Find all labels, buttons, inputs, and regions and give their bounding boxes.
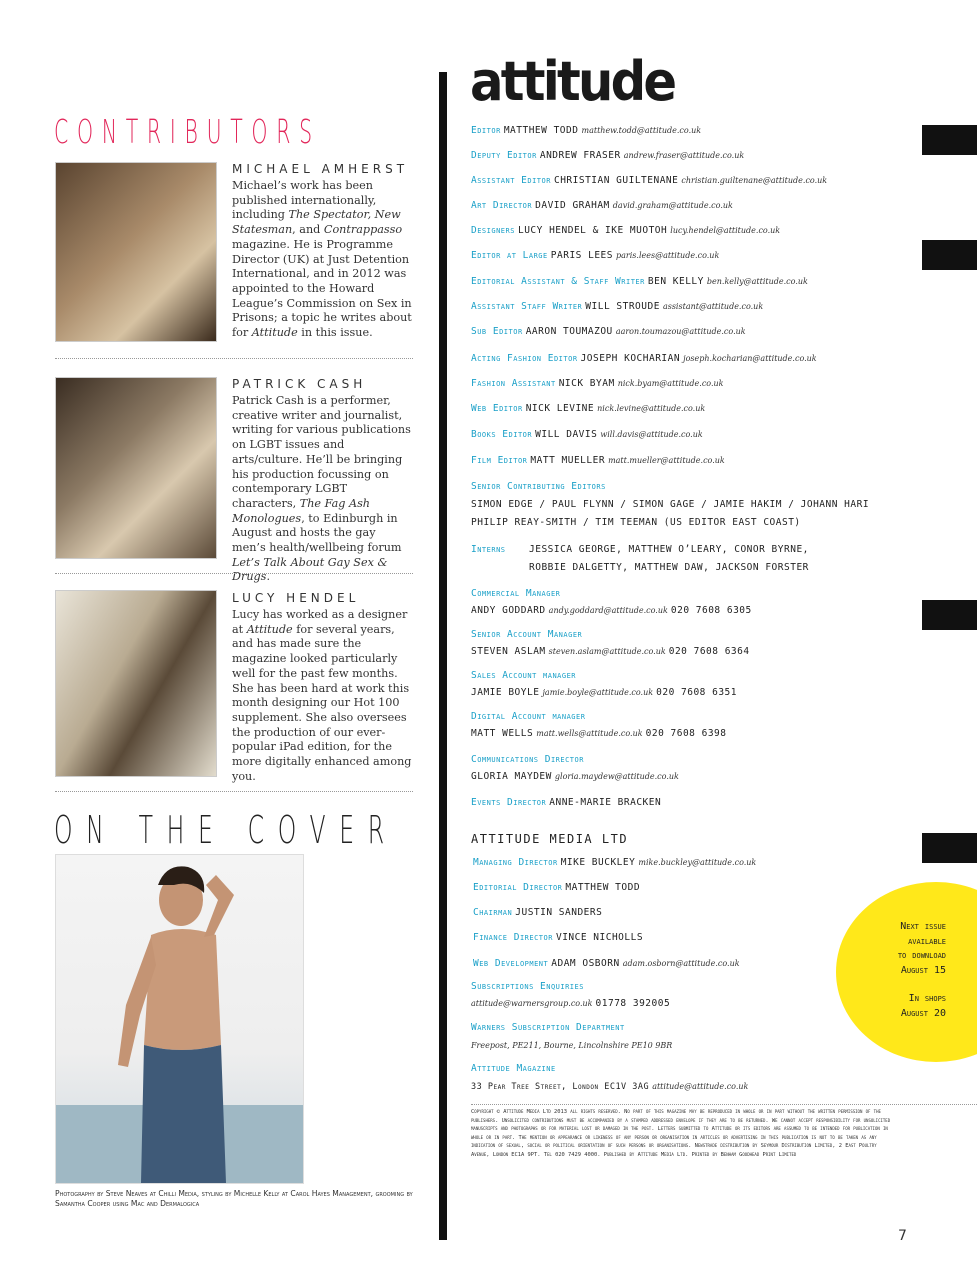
contributor-name: PATRICK CASH xyxy=(232,377,367,391)
masthead-entry xyxy=(471,224,780,237)
role-label: Commercial Manager xyxy=(471,588,561,599)
contributor-bio: Patrick Cash is a performer, creative writer and journalist, writing for various publications on LGBT issues and arts/culture. He’ll be bringing his production focussing on contemporary LGBT characters, The Fag Ash Monologues, to Edinburgh in August and hosts the gay men’s health/wellbeing forum Let’s Talk About Gay Sex & Drugs. xyxy=(232,394,411,584)
masthead-entry xyxy=(471,325,746,338)
person-name: GLORIA MAYDEW xyxy=(471,771,552,782)
person-name: STEVEN ASLAM xyxy=(471,646,546,657)
column-divider-bar xyxy=(439,72,447,1240)
email-address: paris.lees@attitude.co.uk xyxy=(616,251,720,260)
warners-address: Freepost, PE211, Bourne, Lincolnshire PE10 9BR xyxy=(471,1041,673,1050)
role-label: Acting Fashion Editor xyxy=(471,353,578,364)
next-issue-text: Next issue available to download August 15 In shops August 20 xyxy=(897,921,946,1019)
edge-tab xyxy=(922,600,977,630)
person-name: DAVID GRAHAM xyxy=(535,200,610,211)
person-name: NICK LEVINE xyxy=(525,403,595,414)
email-address: matt.mueller@attitude.co.uk xyxy=(608,456,725,465)
person-name: ADAM OSBORN xyxy=(551,958,620,969)
email-address: matt.wells@attitude.co.uk xyxy=(536,729,643,738)
email-address: aaron.toumazou@attitude.co.uk xyxy=(615,327,746,336)
email-address: christian.guiltenane@attitude.co.uk xyxy=(681,176,828,185)
person-name: BEN KELLY xyxy=(647,276,704,287)
legal-notice: Copyright © Attitude Media Ltd 2013 all rights reserved. No part of this magazine may be reproduced in whole or in part without the written permission of the publishers. Unsolicited contributions must be accompanied by a stamped addressed envelope if they are to be returned. We cannot accept responsibility for unsolicited manuscripts and photographs or for material lost or damaged in the post. Letters submitted to Attitude or its editors are assumed to be intended for publication in whole or in part. The mention or appearance or likeness of any person or organisation in articles or advertising in this publication is not to be taken as any indication of sexual, social or political orientation of such persons or organisations. Newstrade distribution by Seymour Distribution Limited, 2 East Poultry Avenue, London EC1A 9PT. Tel 020 7429 4000. Published by Attitude Media Ltd. Printed by Benham Goodhead Print Limited xyxy=(471,1109,891,1158)
role-label: Designers xyxy=(471,225,515,236)
magazine-label: Attitude Magazine xyxy=(471,1063,556,1074)
masthead-entry xyxy=(471,669,576,682)
person-name: ANDREW FRASER xyxy=(539,150,621,161)
masthead-entry xyxy=(471,275,808,288)
person-name: JOSEPH KOCHARIAN xyxy=(580,353,681,364)
email-address: steven.aslam@attitude.co.uk xyxy=(548,647,666,656)
contributors-heading: CONTRIBUTORS xyxy=(54,112,321,151)
email-address: adam.osborn@attitude.co.uk xyxy=(622,959,740,968)
senior-contributing-names-2: PHILIP REAY-SMITH / TIM TEEMAN (US EDITOR EAST COAST) xyxy=(471,517,801,528)
role-label: Editorial Assistant & Staff Writer xyxy=(471,276,645,287)
masthead-entry xyxy=(471,199,733,212)
senior-contributing-names-1: SIMON EDGE / PAUL FLYNN / SIMON GAGE / JAMIE HAKIM / JOHANN HARI xyxy=(471,499,870,510)
divider xyxy=(55,358,413,359)
person-name: CHRISTIAN GUILTENANE xyxy=(553,175,679,186)
masthead-entry xyxy=(473,906,602,919)
magazine-address: 33 Pear Tree Street, London EC1V 3AG attitude@attitude.co.uk xyxy=(471,1082,749,1092)
person-name: MATTHEW TODD xyxy=(503,125,579,136)
subscriptions-contact: attitude@warnersgroup.co.uk 01778 392005 xyxy=(471,998,671,1009)
edge-tab xyxy=(922,833,977,863)
masthead-entry xyxy=(471,249,719,262)
role-label: Editor at Large xyxy=(471,250,548,261)
edge-tab xyxy=(922,125,977,155)
subscriptions-label: Subscriptions Enquiries xyxy=(471,981,584,992)
email-address: joseph.kocharian@attitude.co.uk xyxy=(683,354,817,363)
contributor-photo-michael xyxy=(55,162,217,342)
role-label: Editor xyxy=(471,125,501,136)
legal-divider xyxy=(471,1104,977,1105)
role-label: Finance Director xyxy=(473,932,553,943)
role-label: Senior Account Manager xyxy=(471,629,583,640)
phone-number: 020 7608 6364 xyxy=(668,646,750,657)
masthead-entry xyxy=(471,377,724,390)
contributor-name: LUCY HENDEL xyxy=(232,591,360,605)
edge-tab xyxy=(922,240,977,270)
masthead-entry xyxy=(471,300,763,313)
role-label: Fashion Assistant xyxy=(471,378,556,389)
commercial-contact xyxy=(471,770,679,783)
person-name: JUSTIN SANDERS xyxy=(515,907,603,918)
email-address: jamie.boyle@attitude.co.uk xyxy=(542,688,654,697)
person-name: MATTHEW TODD xyxy=(565,882,641,893)
masthead-entry xyxy=(471,710,585,723)
commercial-contact xyxy=(471,727,726,740)
role-label: Communications Director xyxy=(471,754,584,765)
email-address: matthew.todd@attitude.co.uk xyxy=(581,126,702,135)
role-label: Chairman xyxy=(473,907,513,918)
page-number: 7 xyxy=(898,1228,907,1244)
masthead-entry xyxy=(473,957,740,970)
masthead-entry xyxy=(471,454,725,467)
email-address: andrew.fraser@attitude.co.uk xyxy=(623,151,745,160)
cover-photo xyxy=(55,854,304,1184)
phone-number: 020 7608 6351 xyxy=(656,687,737,698)
role-label: Deputy Editor xyxy=(471,150,537,161)
person-name: MIKE BUCKLEY xyxy=(560,857,636,868)
role-label: Managing Director xyxy=(473,857,558,868)
person-name: WILL DAVIS xyxy=(535,429,598,440)
commercial-contact xyxy=(471,604,752,617)
company-name: ATTITUDE MEDIA LTD xyxy=(471,832,629,846)
masthead-entry xyxy=(473,856,756,869)
role-label: Books Editor xyxy=(471,429,533,440)
role-label: Assistant Editor xyxy=(471,175,551,186)
person-name: JAMIE BOYLE xyxy=(471,687,540,698)
person-name: MATT MUELLER xyxy=(530,455,606,466)
interns-names-2: ROBBIE DALGETTY, MATTHEW DAW, JACKSON FORSTER xyxy=(529,562,809,573)
email-address: nick.levine@attitude.co.uk xyxy=(597,404,706,413)
role-label: Editorial Director xyxy=(473,882,563,893)
email-address: lucy.hendel@attitude.co.uk xyxy=(670,226,781,235)
person-name: WILL STROUDE xyxy=(585,301,660,312)
warners-label: Warners Subscription Department xyxy=(471,1022,625,1033)
phone-number: 020 7608 6398 xyxy=(645,728,727,739)
role-label: Art Director xyxy=(471,200,533,211)
masthead-entry xyxy=(471,428,703,441)
person-name: VINCE NICHOLLS xyxy=(555,932,644,943)
person-name: NICK BYAM xyxy=(558,378,615,389)
email-address: mike.buckley@attitude.co.uk xyxy=(638,858,757,867)
role-label: Assistant Staff Writer xyxy=(471,301,583,312)
cover-credits: Photography by Steve Neaves at Chilli Media, styling by Michelle Kelly at Carol Hayes Management, grooming by Samantha Cooper using Mac and Dermalogica xyxy=(55,1189,413,1208)
masthead-entry xyxy=(471,753,584,766)
masthead-entry xyxy=(471,149,744,162)
role-label: Sub Editor xyxy=(471,326,523,337)
interns-label: Interns xyxy=(471,544,506,555)
person-name: PARIS LEES xyxy=(550,250,613,261)
email-address: david.graham@attitude.co.uk xyxy=(612,201,733,210)
email-address: nick.byam@attitude.co.uk xyxy=(617,379,724,388)
masthead-entry xyxy=(473,931,643,944)
contributor-name: MICHAEL AMHERST xyxy=(232,162,409,176)
attitude-logo: attitude xyxy=(470,50,675,113)
contributor-photo-lucy xyxy=(55,590,217,777)
commercial-contact xyxy=(471,645,750,658)
events-director-line: Events Director ANNE-MARIE BRACKEN xyxy=(471,797,662,808)
person-name: AARON TOUMAZOU xyxy=(525,326,613,337)
email-address: will.davis@attitude.co.uk xyxy=(600,430,703,439)
masthead-entry xyxy=(471,174,827,187)
contributor-bio: Lucy has worked as a designer at Attitude for several years, and has made sure the magazine looked particularly well for the past few months. She has been hard at work this month designing our Hot 100 supplement. She also oversees the production of our ever-popular iPad edition, for the more digitally enhanced among you. xyxy=(232,608,412,783)
email-address: gloria.maydew@attitude.co.uk xyxy=(554,772,679,781)
contributor-bio: Michael’s work has been published internationally, including The Spectator, New Statesman, and Contrappasso magazine. He is Programme Director (UK) at Just Detention International, and in 2012 was appointed to the Howard League’s Commission on Sex in Prisons; a topic he writes about for Attitude in this issue. xyxy=(232,179,412,340)
person-name: ANDY GODDARD xyxy=(471,605,546,616)
on-the-cover-heading: ON THE COVER xyxy=(54,808,398,852)
commercial-contact xyxy=(471,686,737,699)
interns-names-1: JESSICA GEORGE, MATTHEW O’LEARY, CONOR BYRNE, xyxy=(529,544,809,555)
masthead-entry xyxy=(471,124,701,137)
senior-contributing-label: Senior Contributing Editors xyxy=(471,481,606,492)
masthead-entry xyxy=(471,352,817,365)
email-address: assistant@attitude.co.uk xyxy=(662,302,764,311)
email-address: andy.goddard@attitude.co.uk xyxy=(548,606,668,615)
masthead-entry xyxy=(473,881,640,894)
role-label: Web Editor xyxy=(471,403,523,414)
divider xyxy=(55,573,413,574)
role-label: Web Development xyxy=(473,958,549,969)
person-name: LUCY HENDEL & IKE MUOTOH xyxy=(517,225,668,236)
role-label: Sales Account manager xyxy=(471,670,577,681)
masthead-entry xyxy=(471,402,705,415)
divider xyxy=(55,791,413,792)
masthead-entry xyxy=(471,587,560,600)
phone-number: 020 7608 6305 xyxy=(670,605,752,616)
masthead-entry xyxy=(471,628,582,641)
role-label: Digital Account manager xyxy=(471,711,586,722)
role-label: Film Editor xyxy=(471,455,528,466)
person-name: MATT WELLS xyxy=(471,728,534,739)
contributor-photo-patrick xyxy=(55,377,217,559)
email-address: ben.kelly@attitude.co.uk xyxy=(706,277,808,286)
